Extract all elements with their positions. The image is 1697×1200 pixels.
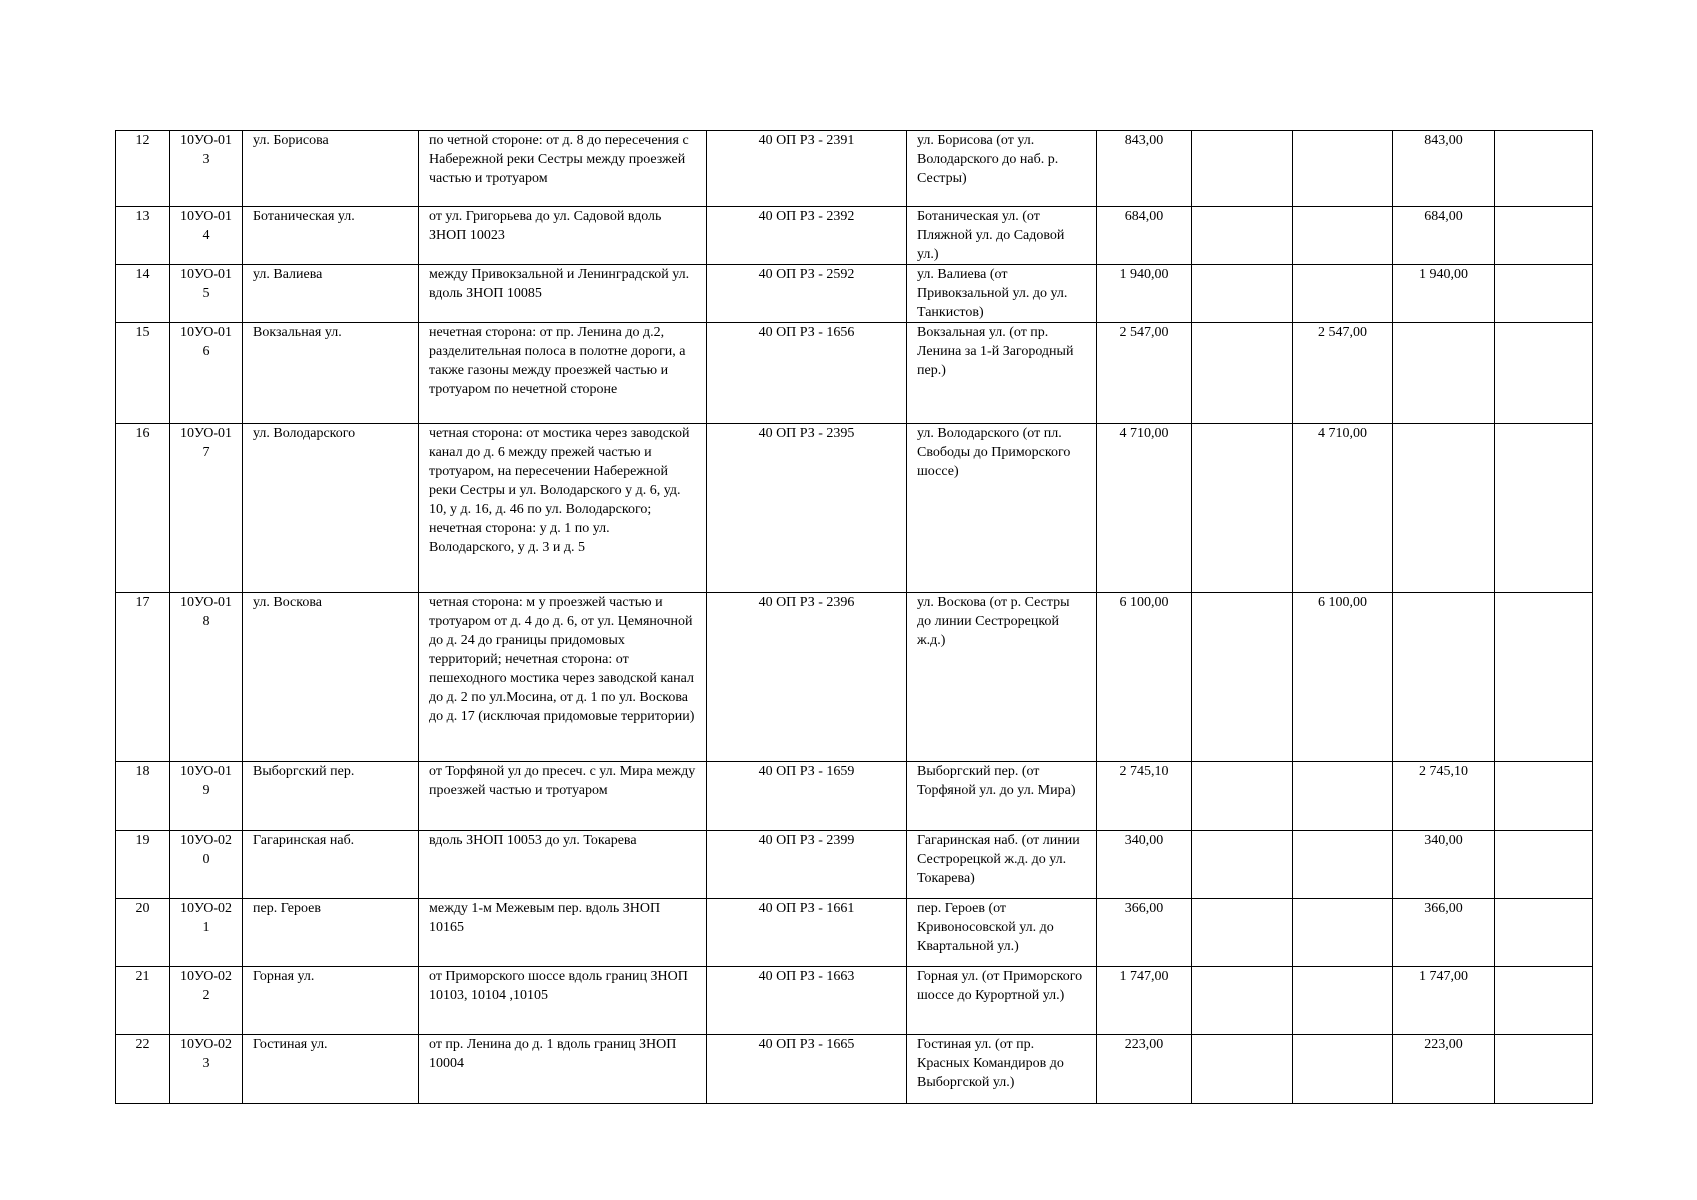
road-section-name: Выборгский пер. (от Торфяной ул. до ул. Мира) [907,762,1097,831]
road-section-name: ул. Володарского (от пл. Свободы до Приморского шоссе) [907,424,1097,593]
area-column-9: 2 547,00 [1293,323,1393,424]
location-description: от Приморского шоссе вдоль границ ЗНОП 10103, 10104 ,10105 [419,967,707,1035]
object-code: 10УО-022 [170,967,243,1035]
total-area: 6 100,00 [1097,593,1192,762]
area-column-8 [1192,323,1293,424]
area-column-9 [1293,265,1393,323]
total-area: 684,00 [1097,207,1192,265]
road-section-name: ул. Борисова (от ул. Володарского до наб. р. Сестры) [907,131,1097,207]
road-registration-number: 40 ОП РЗ - 1665 [707,1035,907,1104]
table-row [116,762,1593,831]
area-column-10 [1393,424,1495,593]
total-area: 340,00 [1097,831,1192,899]
area-column-10: 223,00 [1393,1035,1495,1104]
street-name: ул. Воскова [243,593,419,762]
table-row [116,265,1593,323]
row-number: 15 [116,323,170,424]
area-column-8 [1192,762,1293,831]
row-number: 14 [116,265,170,323]
total-area: 1 940,00 [1097,265,1192,323]
road-registration-number: 40 ОП РЗ - 2392 [707,207,907,265]
object-code: 10УО-018 [170,593,243,762]
area-column-10: 366,00 [1393,899,1495,967]
road-registration-number: 40 ОП РЗ - 1663 [707,967,907,1035]
area-column-10 [1393,323,1495,424]
area-column-10: 1 747,00 [1393,967,1495,1035]
area-column-11 [1495,967,1593,1035]
total-area: 366,00 [1097,899,1192,967]
street-name: Выборгский пер. [243,762,419,831]
table-row [116,593,1593,762]
location-description: вдоль ЗНОП 10053 до ул. Токарева [419,831,707,899]
road-section-name: пер. Героев (от Кривоносовской ул. до Квартальной ул.) [907,899,1097,967]
row-number: 16 [116,424,170,593]
road-section-name: Гостиная ул. (от пр. Красных Командиров до Выборгской ул.) [907,1035,1097,1104]
area-column-9 [1293,207,1393,265]
area-column-10: 1 940,00 [1393,265,1495,323]
area-column-11 [1495,323,1593,424]
total-area: 4 710,00 [1097,424,1192,593]
location-description: четная сторона: от мостика через заводской канал до д. 6 между прежей частью и тротуаром, на пересечении Набережной реки Сестры и ул. Володарского у д. 6, уд. 10, у д. 16, д. 46 по ул. Володарского; нечетная сторона: у д. 1 по ул. Володарского, у д. 3 и д. 5 [419,424,707,593]
object-code: 10УО-015 [170,265,243,323]
row-number: 19 [116,831,170,899]
row-number: 12 [116,131,170,207]
row-number: 20 [116,899,170,967]
road-section-name: ул. Воскова (от р. Сестры до линии Сестрорецкой ж.д.) [907,593,1097,762]
total-area: 2 547,00 [1097,323,1192,424]
area-column-9 [1293,831,1393,899]
location-description: по четной стороне: от д. 8 до пересечения с Набережной реки Сестры между проезжей частью и тротуаром [419,131,707,207]
row-number: 17 [116,593,170,762]
road-registration-number: 40 ОП РЗ - 2391 [707,131,907,207]
area-column-10 [1393,593,1495,762]
table-body [116,131,1593,1104]
area-column-10: 684,00 [1393,207,1495,265]
area-column-8 [1192,424,1293,593]
street-name: Горная ул. [243,967,419,1035]
location-description: от Торфяной ул до пресеч. с ул. Мира между проезжей частью и тротуаром [419,762,707,831]
road-section-name: Горная ул. (от Приморского шоссе до Курортной ул.) [907,967,1097,1035]
location-description: нечетная сторона: от пр. Ленина до д.2, разделительная полоса в полотне дороги, а также газоны между проезжей частью и тротуаром по нечетной стороне [419,323,707,424]
location-description: между 1-м Межевым пер. вдоль ЗНОП 10165 [419,899,707,967]
object-code: 10УО-020 [170,831,243,899]
area-column-11 [1495,424,1593,593]
location-description: от ул. Григорьева до ул. Садовой вдоль ЗНОП 10023 [419,207,707,265]
area-column-11 [1495,131,1593,207]
area-column-11 [1495,1035,1593,1104]
area-column-10: 340,00 [1393,831,1495,899]
area-column-8 [1192,207,1293,265]
table-row [116,967,1593,1035]
object-code: 10УО-021 [170,899,243,967]
area-column-11 [1495,265,1593,323]
area-column-8 [1192,131,1293,207]
table-row [116,899,1593,967]
table-row [116,131,1593,207]
total-area: 223,00 [1097,1035,1192,1104]
street-name: Гагаринская наб. [243,831,419,899]
table-row [116,831,1593,899]
registry-table [115,130,1593,1104]
area-column-9 [1293,899,1393,967]
row-number: 21 [116,967,170,1035]
object-code: 10УО-023 [170,1035,243,1104]
road-registration-number: 40 ОП РЗ - 2396 [707,593,907,762]
row-number: 22 [116,1035,170,1104]
road-registration-number: 40 ОП РЗ - 1661 [707,899,907,967]
road-section-name: Гагаринская наб. (от линии Сестрорецкой ж.д. до ул. Токарева) [907,831,1097,899]
total-area: 1 747,00 [1097,967,1192,1035]
table-row [116,424,1593,593]
road-registration-number: 40 ОП РЗ - 1659 [707,762,907,831]
area-column-8 [1192,967,1293,1035]
street-name: ул. Борисова [243,131,419,207]
area-column-8 [1192,593,1293,762]
row-number: 13 [116,207,170,265]
total-area: 2 745,10 [1097,762,1192,831]
area-column-8 [1192,1035,1293,1104]
area-column-8 [1192,899,1293,967]
object-code: 10УО-019 [170,762,243,831]
street-name: пер. Героев [243,899,419,967]
street-name: ул. Валиева [243,265,419,323]
street-name: Гостиная ул. [243,1035,419,1104]
area-column-9: 6 100,00 [1293,593,1393,762]
object-code: 10УО-016 [170,323,243,424]
area-column-11 [1495,207,1593,265]
area-column-11 [1495,899,1593,967]
area-column-11 [1495,593,1593,762]
road-section-name: Вокзальная ул. (от пр. Ленина за 1-й Загородный пер.) [907,323,1097,424]
object-code: 10УО-017 [170,424,243,593]
table-row [116,207,1593,265]
area-column-11 [1495,762,1593,831]
area-column-9: 4 710,00 [1293,424,1393,593]
street-name: Вокзальная ул. [243,323,419,424]
table-row [116,1035,1593,1104]
area-column-8 [1192,831,1293,899]
road-registration-number: 40 ОП РЗ - 2592 [707,265,907,323]
road-section-name: Ботаническая ул. (от Пляжной ул. до Садовой ул.) [907,207,1097,265]
area-column-9 [1293,967,1393,1035]
location-description: четная сторона: м у проезжей частью и тротуаром от д. 4 до д. 6, от ул. Цемяночной до д. 24 до границы придомовых территорий; нечетная сторона: от пешеходного мостика через заводской канал до д. 2 по ул.Мосина, от д. 1 по ул. Воскова до д. 17 (исключая придомовые территории) [419,593,707,762]
row-number: 18 [116,762,170,831]
total-area: 843,00 [1097,131,1192,207]
area-column-8 [1192,265,1293,323]
location-description: между Привокзальной и Ленинградской ул. вдоль ЗНОП 10085 [419,265,707,323]
area-column-11 [1495,831,1593,899]
area-column-10: 2 745,10 [1393,762,1495,831]
area-column-10: 843,00 [1393,131,1495,207]
area-column-9 [1293,1035,1393,1104]
table-row [116,323,1593,424]
street-name: Ботаническая ул. [243,207,419,265]
object-code: 10УО-013 [170,131,243,207]
document-page [115,130,1593,1104]
location-description: от пр. Ленина до д. 1 вдоль границ ЗНОП 10004 [419,1035,707,1104]
road-section-name: ул. Валиева (от Привокзальной ул. до ул. Танкистов) [907,265,1097,323]
road-registration-number: 40 ОП РЗ - 2399 [707,831,907,899]
area-column-9 [1293,131,1393,207]
road-registration-number: 40 ОП РЗ - 2395 [707,424,907,593]
object-code: 10УО-014 [170,207,243,265]
street-name: ул. Володарского [243,424,419,593]
area-column-9 [1293,762,1393,831]
road-registration-number: 40 ОП РЗ - 1656 [707,323,907,424]
